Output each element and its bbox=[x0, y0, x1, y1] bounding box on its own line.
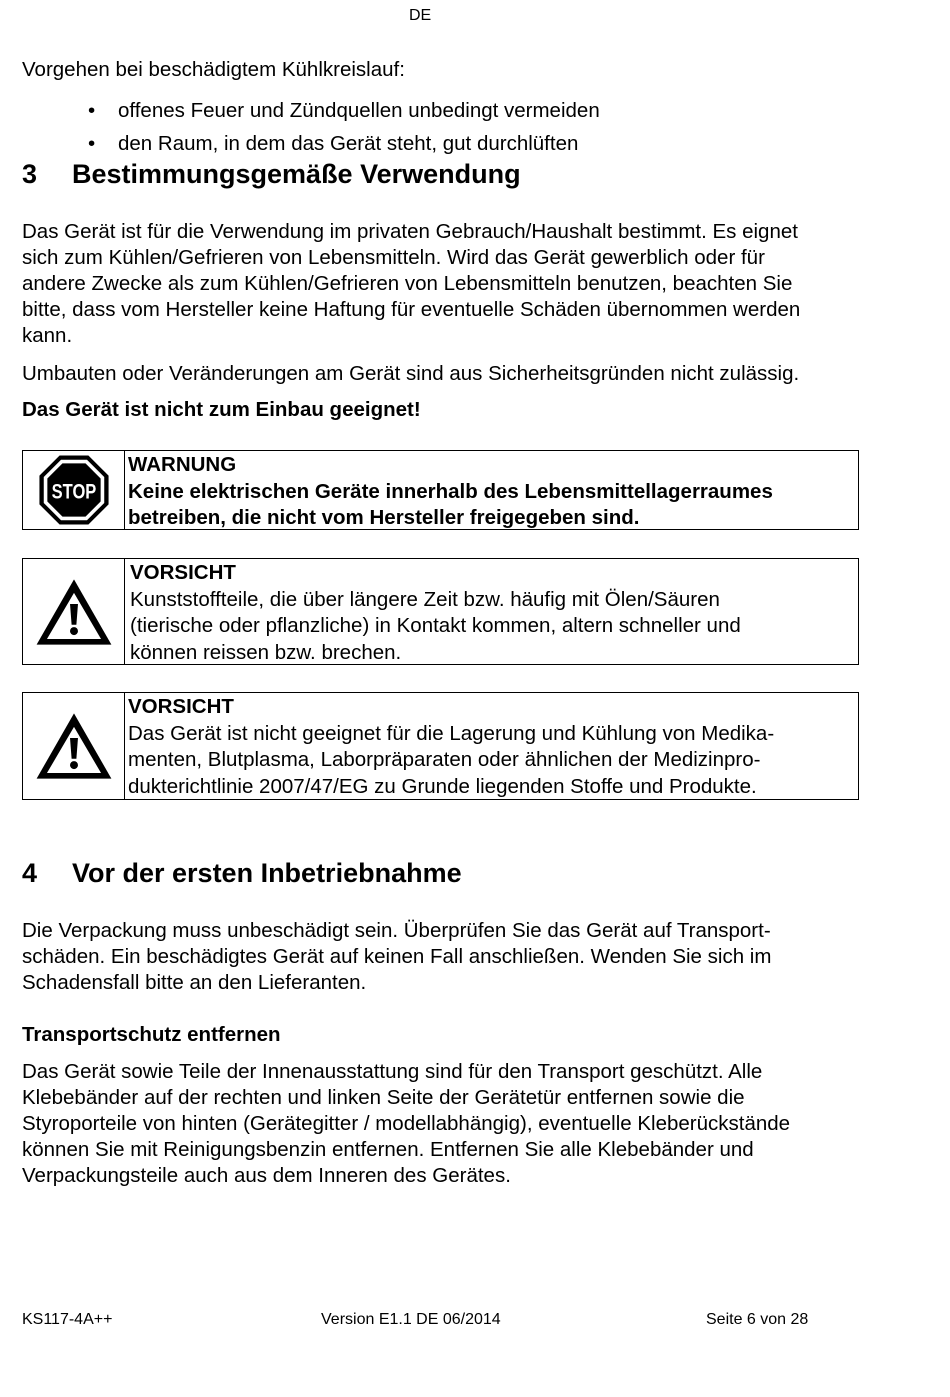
caution-icon-cell bbox=[23, 559, 125, 664]
text-line: Das Gerät ist nicht geeignet für die Lagerung und Kühlung von Medika- bbox=[128, 721, 775, 745]
caution-icon-cell bbox=[23, 693, 125, 799]
text-line: Das Gerät sowie Teile der Innenausstattung sind für den Transport geschützt. Alle bbox=[22, 1060, 763, 1083]
caution-title: VORSICHT bbox=[130, 561, 236, 584]
section-number: 3 bbox=[22, 159, 38, 189]
stop-sign-text: STOP bbox=[51, 478, 96, 504]
text-line: kann. bbox=[22, 324, 73, 347]
list-item: • offenes Feuer und Zündquellen unbedingt vermeiden bbox=[88, 94, 600, 127]
caution-box-medical bbox=[22, 692, 859, 800]
warning-triangle-icon bbox=[34, 711, 114, 781]
text-line: können Sie mit Reinigungsbenzin entfernen. Entfernen Sie alle Klebebänder und bbox=[22, 1138, 754, 1161]
section-4-paragraph bbox=[22, 918, 902, 996]
caution-box-plastic bbox=[22, 558, 859, 665]
text-line: betreiben, die nicht vom Hersteller freigegeben sind. bbox=[128, 506, 640, 529]
warning-triangle-icon bbox=[34, 577, 114, 647]
text-line: Verpackungsteile auch aus dem Inneren des Gerätes. bbox=[22, 1164, 511, 1187]
section-title: Bestimmungsgemäße Verwendung bbox=[72, 159, 521, 189]
transport-paragraph bbox=[22, 1059, 902, 1189]
subheading-transport: Transportschutz entfernen bbox=[22, 1023, 281, 1046]
stop-sign-icon bbox=[38, 454, 110, 526]
section-3-paragraph bbox=[22, 219, 902, 349]
language-label: DE bbox=[409, 7, 432, 24]
text-line: Die Verpackung muss unbeschädigt sein. Überprüfen Sie das Gerät auf Transport- bbox=[22, 919, 771, 942]
text-line: andere Zwecke als zum Kühlen/Gefrieren von Lebensmitteln benutzen, beachten Sie bbox=[22, 272, 793, 295]
intro-bullet-list bbox=[88, 94, 600, 160]
text-line: Schadensfall bitte an den Lieferanten. bbox=[22, 971, 367, 994]
warning-title: WARNUNG bbox=[128, 453, 237, 476]
text-line: Klebebänder auf der rechten und linken Seite der Gerätetür entfernen sowie die bbox=[22, 1086, 745, 1109]
text-line: schäden. Ein beschädigtes Gerät auf keinen Fall anschließen. Wenden Sie sich im bbox=[22, 945, 772, 968]
modification-notice: Umbauten oder Veränderungen am Gerät sind aus Sicherheitsgründen nicht zulässig. bbox=[22, 362, 800, 385]
text-line: können reissen bzw. brechen. bbox=[130, 640, 402, 664]
intro-heading: Vorgehen bei beschädigtem Kühlkreislauf: bbox=[22, 58, 405, 81]
section-4-heading bbox=[22, 856, 462, 890]
text-line: bitte, dass vom Hersteller keine Haftung für eventuelle Schäden übernommen werden bbox=[22, 298, 801, 321]
section-title: Vor der ersten Inbetriebnahme bbox=[72, 858, 462, 888]
text-line: (tierische oder pflanzliche) in Kontakt kommen, altern schneller und bbox=[130, 614, 741, 637]
warning-icon-cell bbox=[23, 451, 125, 529]
text-line: menten, Blutplasma, Laborpräparaten oder ähnlichen der Medizinpro- bbox=[128, 748, 761, 771]
footer-model: KS117-4A++ bbox=[22, 1311, 113, 1328]
section-3-heading bbox=[22, 157, 521, 191]
text-line: Keine elektrischen Geräte innerhalb des Lebensmittellagerraumes bbox=[128, 479, 773, 503]
text-line: dukterichtlinie 2007/47/EG zu Grunde liegenden Stoffe und Produkte. bbox=[128, 774, 757, 798]
footer-version: Version E1.1 DE 06/2014 bbox=[321, 1311, 501, 1328]
list-item: • den Raum, in dem das Gerät steht, gut durchlüften bbox=[88, 127, 600, 160]
warning-box bbox=[22, 450, 859, 530]
section-number: 4 bbox=[22, 858, 38, 888]
caution-content bbox=[130, 560, 852, 666]
text-line: Das Gerät ist für die Verwendung im privaten Gebrauch/Haushalt bestimmt. Es eignet bbox=[22, 220, 798, 243]
footer-page-number: Seite 6 von 28 bbox=[706, 1311, 809, 1328]
caution-title: VORSICHT bbox=[128, 695, 234, 718]
text-line: Kunststoffteile, die über längere Zeit bzw. häufig mit Ölen/Säuren bbox=[130, 587, 720, 611]
warning-content bbox=[128, 452, 852, 532]
installation-notice: Das Gerät ist nicht zum Einbau geeignet! bbox=[22, 398, 421, 421]
caution-content bbox=[128, 694, 852, 800]
text-line: sich zum Kühlen/Gefrieren von Lebensmitteln. Wird das Gerät gewerblich oder für bbox=[22, 246, 765, 269]
text-line: Styroporteile von hinten (Gerätegitter / modellabhängig), eventuelle Kleberückstände bbox=[22, 1112, 791, 1135]
